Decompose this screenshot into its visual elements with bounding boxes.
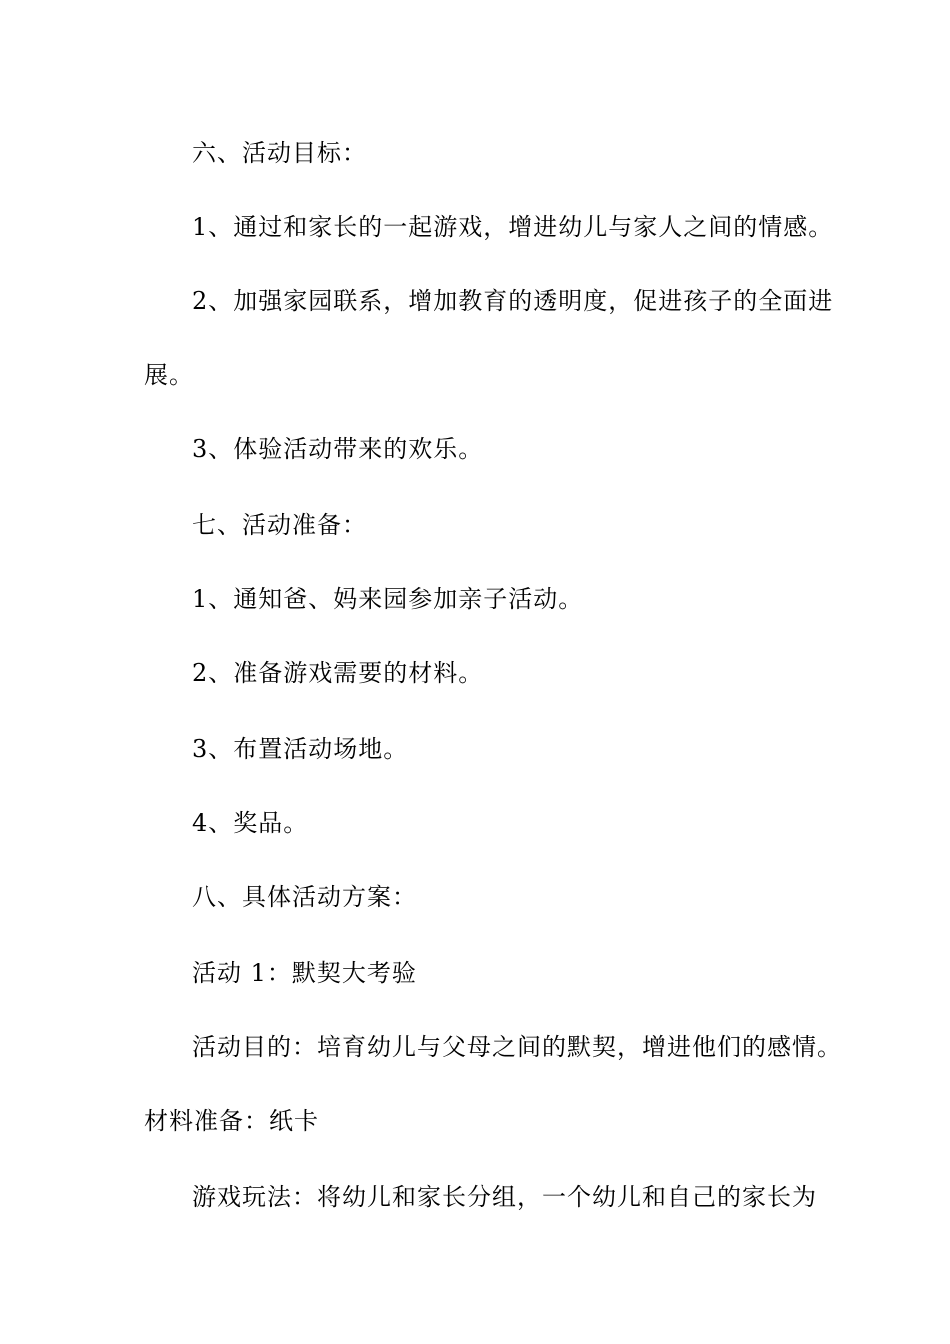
paragraph-goal-1: 1、通过和家长的一起游戏，增进幼儿与家人之间的情感。 [192,213,834,241]
paragraph-goal-2: 2、加强家园联系，增加教育的透明度，促进孩子的全面进 [192,287,834,315]
paragraph-prep-3: 3、布置活动场地。 [192,735,409,763]
paragraph-prep-1: 1、通知爸、妈来园参加亲子活动。 [192,585,584,613]
section-heading-preparation: 七、活动准备： [192,511,367,539]
paragraph-goal-3: 3、体验活动带来的欢乐。 [192,435,484,463]
activity-purpose: 活动目的：培育幼儿与父母之间的默契，增进他们的感情。 [192,1033,842,1061]
activity-materials: 材料准备：纸卡 [144,1107,319,1135]
activity-gameplay: 游戏玩法：将幼儿和家长分组，一个幼儿和自己的家长为 [192,1183,817,1211]
section-heading-plan: 八、具体活动方案： [192,883,417,911]
paragraph-prep-4: 4、奖品。 [192,809,309,837]
paragraph-goal-2-continued: 展。 [144,361,194,389]
paragraph-prep-2: 2、准备游戏需要的材料。 [192,659,484,687]
section-heading-goals: 六、活动目标： [192,139,367,167]
activity-title: 活动 1：默契大考验 [192,959,417,987]
